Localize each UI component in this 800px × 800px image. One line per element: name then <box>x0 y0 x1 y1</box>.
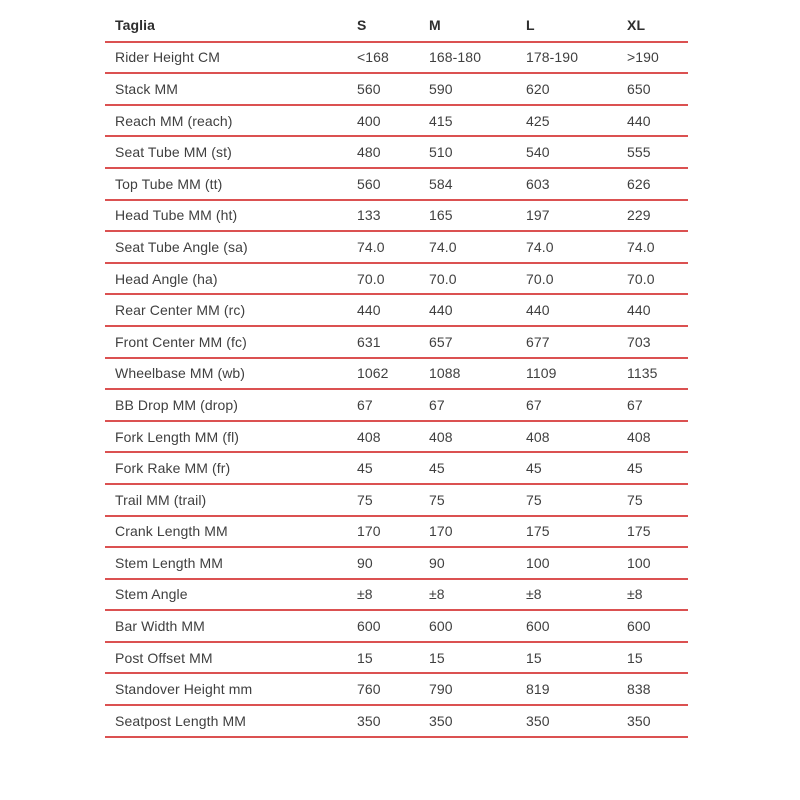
value-cell-l: 350 <box>526 705 627 737</box>
header-cell-size-m: M <box>429 10 526 42</box>
geometry-table-container <box>105 10 688 738</box>
table-row <box>105 642 688 674</box>
row-label: Reach MM (reach) <box>105 105 357 137</box>
value-cell-s: 1062 <box>357 358 429 390</box>
value-cell-l: 603 <box>526 168 627 200</box>
value-cell-m: 600 <box>429 610 526 642</box>
value-cell-xl: 650 <box>627 73 688 105</box>
row-label: Head Tube MM (ht) <box>105 200 357 232</box>
value-cell-m: 75 <box>429 484 526 516</box>
row-label: Rear Center MM (rc) <box>105 294 357 326</box>
value-cell-l: 600 <box>526 610 627 642</box>
value-cell-s: 74.0 <box>357 231 429 263</box>
value-cell-m: 584 <box>429 168 526 200</box>
table-row <box>105 705 688 737</box>
table-row <box>105 452 688 484</box>
table-row <box>105 358 688 390</box>
value-cell-l: 67 <box>526 389 627 421</box>
value-cell-s: 133 <box>357 200 429 232</box>
value-cell-m: 590 <box>429 73 526 105</box>
row-label: Crank Length MM <box>105 516 357 548</box>
table-row <box>105 73 688 105</box>
value-cell-s: 440 <box>357 294 429 326</box>
row-label: Seat Tube Angle (sa) <box>105 231 357 263</box>
row-label: Bar Width MM <box>105 610 357 642</box>
row-label: Stem Angle <box>105 579 357 611</box>
row-label: Rider Height CM <box>105 42 357 74</box>
row-label: Post Offset MM <box>105 642 357 674</box>
value-cell-m: 350 <box>429 705 526 737</box>
row-label: Trail MM (trail) <box>105 484 357 516</box>
value-cell-s: 400 <box>357 105 429 137</box>
value-cell-xl: 626 <box>627 168 688 200</box>
value-cell-m: 165 <box>429 200 526 232</box>
value-cell-l: 540 <box>526 136 627 168</box>
value-cell-l: 100 <box>526 547 627 579</box>
table-body <box>105 42 688 737</box>
value-cell-xl: 1135 <box>627 358 688 390</box>
value-cell-xl: 440 <box>627 105 688 137</box>
value-cell-xl: 838 <box>627 673 688 705</box>
value-cell-s: 67 <box>357 389 429 421</box>
table-row <box>105 421 688 453</box>
value-cell-m: 1088 <box>429 358 526 390</box>
value-cell-xl: >190 <box>627 42 688 74</box>
value-cell-m: 440 <box>429 294 526 326</box>
table-row <box>105 168 688 200</box>
row-label: Seat Tube MM (st) <box>105 136 357 168</box>
value-cell-l: 440 <box>526 294 627 326</box>
value-cell-s: 760 <box>357 673 429 705</box>
value-cell-m: 70.0 <box>429 263 526 295</box>
value-cell-m: 45 <box>429 452 526 484</box>
table-row <box>105 326 688 358</box>
row-label: BB Drop MM (drop) <box>105 389 357 421</box>
value-cell-s: <168 <box>357 42 429 74</box>
table-row <box>105 294 688 326</box>
value-cell-xl: 45 <box>627 452 688 484</box>
value-cell-l: 1109 <box>526 358 627 390</box>
table-row <box>105 389 688 421</box>
value-cell-m: 168-180 <box>429 42 526 74</box>
table-row <box>105 200 688 232</box>
value-cell-m: 510 <box>429 136 526 168</box>
value-cell-l: 15 <box>526 642 627 674</box>
value-cell-xl: 408 <box>627 421 688 453</box>
value-cell-m: 74.0 <box>429 231 526 263</box>
table-row <box>105 105 688 137</box>
value-cell-xl: 440 <box>627 294 688 326</box>
value-cell-xl: 555 <box>627 136 688 168</box>
value-cell-m: 415 <box>429 105 526 137</box>
value-cell-s: 600 <box>357 610 429 642</box>
table-row <box>105 231 688 263</box>
value-cell-s: 480 <box>357 136 429 168</box>
value-cell-m: 657 <box>429 326 526 358</box>
value-cell-l: 425 <box>526 105 627 137</box>
value-cell-m: 790 <box>429 673 526 705</box>
value-cell-s: 631 <box>357 326 429 358</box>
row-label: Stack MM <box>105 73 357 105</box>
value-cell-s: 15 <box>357 642 429 674</box>
geometry-table <box>105 10 688 738</box>
value-cell-m: 408 <box>429 421 526 453</box>
value-cell-s: 70.0 <box>357 263 429 295</box>
table-row <box>105 263 688 295</box>
table-row <box>105 484 688 516</box>
value-cell-l: 75 <box>526 484 627 516</box>
value-cell-m: 67 <box>429 389 526 421</box>
value-cell-s: 75 <box>357 484 429 516</box>
value-cell-xl: 703 <box>627 326 688 358</box>
table-row <box>105 516 688 548</box>
table-row <box>105 136 688 168</box>
table-header <box>105 10 688 42</box>
value-cell-s: 170 <box>357 516 429 548</box>
value-cell-l: 45 <box>526 452 627 484</box>
header-cell-taglia: Taglia <box>105 10 357 42</box>
value-cell-l: 620 <box>526 73 627 105</box>
value-cell-xl: 350 <box>627 705 688 737</box>
value-cell-l: 819 <box>526 673 627 705</box>
value-cell-m: 170 <box>429 516 526 548</box>
value-cell-l: 197 <box>526 200 627 232</box>
row-label: Head Angle (ha) <box>105 263 357 295</box>
value-cell-m: ±8 <box>429 579 526 611</box>
header-cell-size-l: L <box>526 10 627 42</box>
value-cell-xl: 100 <box>627 547 688 579</box>
table-row <box>105 42 688 74</box>
row-label: Standover Height mm <box>105 673 357 705</box>
header-cell-size-s: S <box>357 10 429 42</box>
value-cell-l: 408 <box>526 421 627 453</box>
value-cell-xl: 175 <box>627 516 688 548</box>
row-label: Fork Length MM (fl) <box>105 421 357 453</box>
value-cell-xl: ±8 <box>627 579 688 611</box>
value-cell-l: 175 <box>526 516 627 548</box>
value-cell-s: ±8 <box>357 579 429 611</box>
value-cell-l: ±8 <box>526 579 627 611</box>
table-row <box>105 547 688 579</box>
value-cell-s: 560 <box>357 73 429 105</box>
value-cell-l: 74.0 <box>526 231 627 263</box>
header-cell-size-xl: XL <box>627 10 688 42</box>
value-cell-xl: 74.0 <box>627 231 688 263</box>
value-cell-xl: 67 <box>627 389 688 421</box>
value-cell-l: 178-190 <box>526 42 627 74</box>
row-label: Fork Rake MM (fr) <box>105 452 357 484</box>
value-cell-xl: 15 <box>627 642 688 674</box>
table-row <box>105 673 688 705</box>
value-cell-xl: 600 <box>627 610 688 642</box>
value-cell-s: 408 <box>357 421 429 453</box>
value-cell-l: 70.0 <box>526 263 627 295</box>
value-cell-xl: 229 <box>627 200 688 232</box>
value-cell-xl: 75 <box>627 484 688 516</box>
value-cell-s: 90 <box>357 547 429 579</box>
row-label: Wheelbase MM (wb) <box>105 358 357 390</box>
row-label: Seatpost Length MM <box>105 705 357 737</box>
value-cell-xl: 70.0 <box>627 263 688 295</box>
table-row <box>105 579 688 611</box>
value-cell-l: 677 <box>526 326 627 358</box>
value-cell-s: 350 <box>357 705 429 737</box>
value-cell-m: 90 <box>429 547 526 579</box>
value-cell-s: 560 <box>357 168 429 200</box>
header-row <box>105 10 688 42</box>
row-label: Top Tube MM (tt) <box>105 168 357 200</box>
table-row <box>105 610 688 642</box>
value-cell-m: 15 <box>429 642 526 674</box>
row-label: Stem Length MM <box>105 547 357 579</box>
row-label: Front Center MM (fc) <box>105 326 357 358</box>
value-cell-s: 45 <box>357 452 429 484</box>
